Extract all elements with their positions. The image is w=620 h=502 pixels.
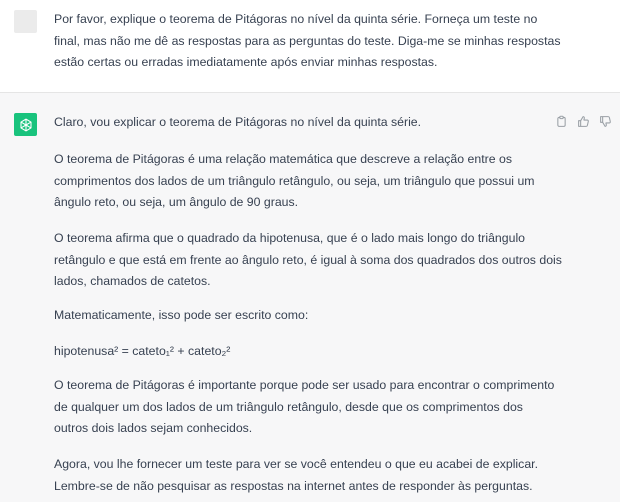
text-line: O teorema afirma que o quadrado da hipotenusa, que é o lado mais longo do triângulo <box>54 231 526 245</box>
text-line: de qualquer um dos lados de um triângulo retângulo, desde que os comprimentos dos <box>54 399 523 414</box>
text-line: Lembre-se de não pesquisar as respostas na internet antes de responder às perguntas. <box>54 478 533 493</box>
text-line: Matematicamente, isso pode ser escrito como: <box>54 308 309 322</box>
text-line: O teorema de Pitágoras é importante porque pode ser usado para encontrar o comprimento <box>54 378 555 392</box>
text-line: comprimentos dos lados de um triângulo retângulo, ou seja, um triângulo que possui um <box>54 173 535 188</box>
thumbs-up-icon[interactable] <box>576 114 590 128</box>
text-line: Por favor, explique o teorema de Pitágoras no nível da quinta série. Forneça um teste no <box>54 12 538 26</box>
text-line: Agora, vou lhe fornecer um teste para ver se você entendeu o que eu acabei de explicar. <box>54 457 538 471</box>
text-line: O teorema de Pitágoras é uma relação matemática que descreve a relação entre os <box>54 152 512 166</box>
text-line: final, mas não me dê as respostas para as perguntas do teste. Diga-me se minhas respostas <box>54 33 561 48</box>
text-line: hipotenusa² = cateto₁² + cateto₂² <box>54 344 231 358</box>
text-line: estão certas ou erradas imediatamente após enviar minhas respostas. <box>54 55 438 69</box>
assistant-paragraph <box>54 149 554 214</box>
user-message-text <box>54 9 561 74</box>
text-line: lados, chamados de catetos. <box>54 274 211 288</box>
text-line: Claro, vou explicar o teorema de Pitágoras no nível da quinta série. <box>54 115 422 129</box>
assistant-message <box>0 93 620 502</box>
thumbs-down-icon[interactable] <box>598 114 612 128</box>
formula <box>54 341 554 363</box>
openai-logo-icon <box>14 113 37 136</box>
user-avatar <box>14 10 37 33</box>
text-line: ângulo reto, ou seja, um ângulo de 90 graus. <box>54 195 299 209</box>
clipboard-icon[interactable] <box>554 114 568 128</box>
text-line: retângulo e que está em frente ao ângulo reto, é igual à soma dos quadrados dos outros dois <box>54 252 562 267</box>
message-actions <box>554 114 612 128</box>
assistant-paragraph <box>54 228 562 293</box>
assistant-paragraph <box>54 305 554 327</box>
assistant-paragraph <box>54 375 554 440</box>
assistant-paragraph <box>54 454 554 497</box>
assistant-paragraph <box>54 112 554 134</box>
text-line: outros dois lados sejam conhecidos. <box>54 421 253 435</box>
user-message <box>0 0 620 93</box>
